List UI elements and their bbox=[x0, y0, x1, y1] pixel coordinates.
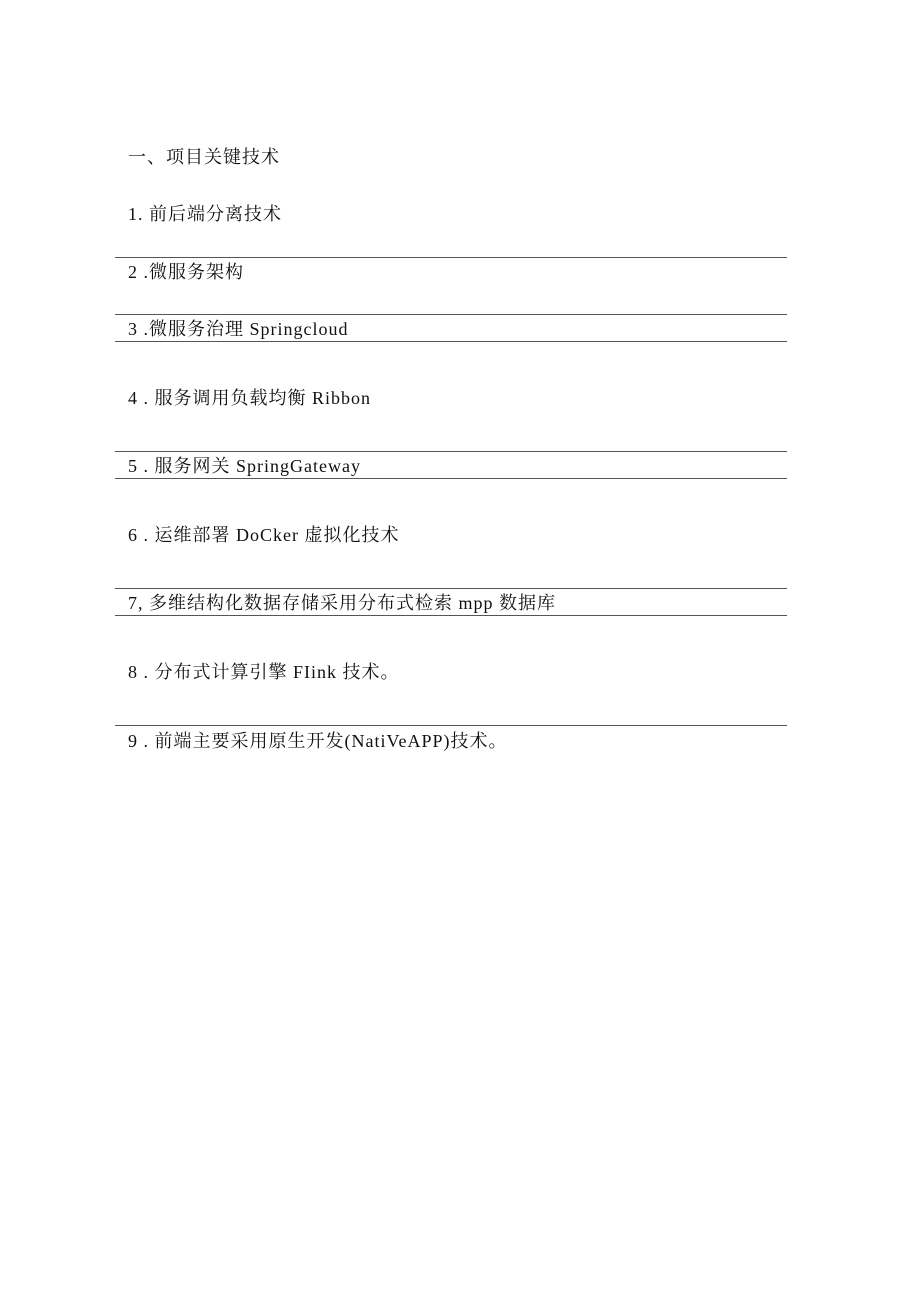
divider bbox=[115, 615, 787, 616]
list-item: 3 .微服务治理 Springcloud bbox=[128, 319, 349, 339]
divider bbox=[115, 257, 787, 258]
divider bbox=[115, 725, 787, 726]
list-item: 5 . 服务网关 SpringGateway bbox=[128, 456, 361, 476]
list-item: 8 . 分布式计算引擎 FIink 技术。 bbox=[128, 662, 400, 682]
divider bbox=[115, 478, 787, 479]
divider bbox=[115, 341, 787, 342]
list-item: 9 . 前端主要采用原生开发(NatiVeAPP)技术。 bbox=[128, 731, 508, 751]
section-heading: 一、项目关键技术 bbox=[128, 147, 280, 167]
list-item: 4 . 服务调用负载均衡 Ribbon bbox=[128, 388, 372, 408]
list-item: 2 .微服务架构 bbox=[128, 262, 244, 282]
list-item: 1. 前后端分离技术 bbox=[128, 204, 282, 224]
divider bbox=[115, 588, 787, 589]
divider bbox=[115, 314, 787, 315]
list-item: 7, 多维结构化数据存储采用分布式检索 mpp 数据库 bbox=[128, 593, 556, 613]
list-item: 6 . 运维部署 DoCker 虚拟化技术 bbox=[128, 525, 400, 545]
divider bbox=[115, 451, 787, 452]
